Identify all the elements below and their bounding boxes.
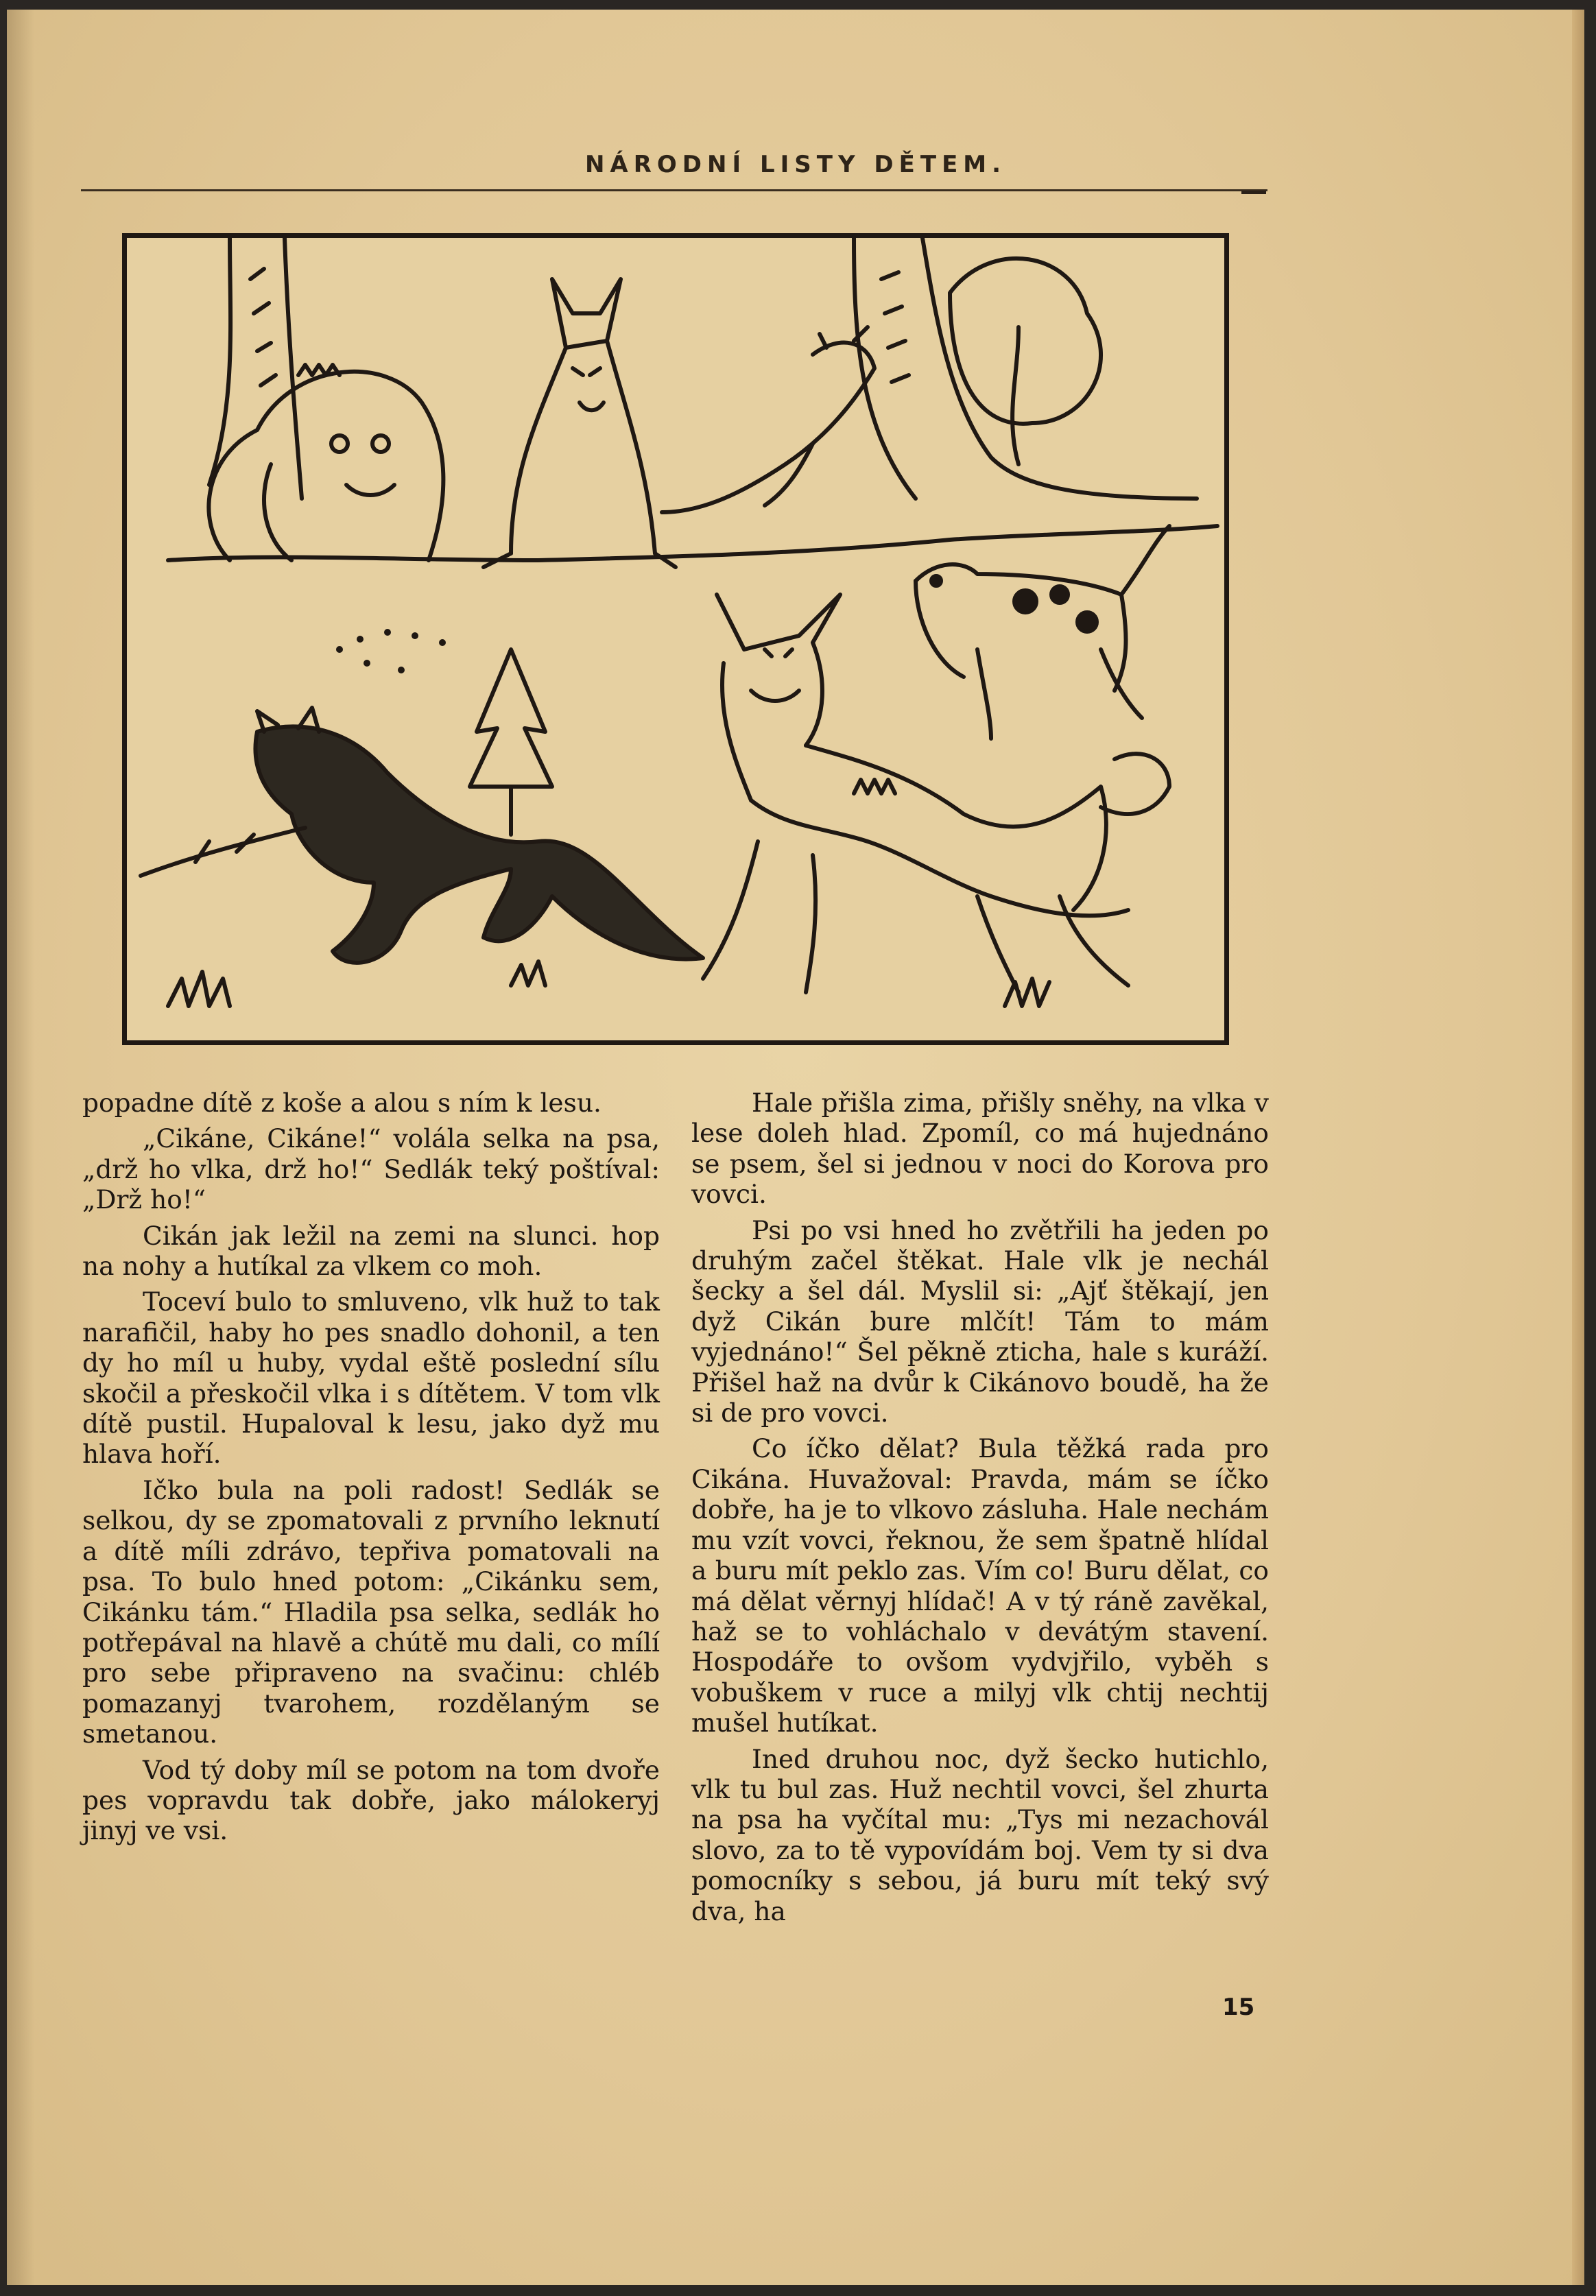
book-page <box>7 10 1584 2285</box>
paragraph: Toceví bulo to smluveno, vlk huž to tak narafičil, haby ho pes snadlo dohonil, a ten dy ho míl u huby, vydal eště poslední sílu skočil a přeskočil vlka i s dítětem. V tom vlk dítě pustil. Hupaloval k lesu, jako dyž mu hlava hoří. <box>82 1287 660 1470</box>
paragraph: Psi po vsi hned ho zvětřili ha jeden po druhým začel štěkat. Hale vlk je nechál šecky a šel dál. Myslil si: „Ajť štěkají, jen dyž Cikán bure mlčít! Tám to mám vyjednáno!“ Šel pěkně zticha, hale s kuráží. Přišel haž na dvůr k Cikánovo boudě, ha že si de pro vovci. <box>691 1215 1269 1428</box>
paragraph: Ičko bula na poli radost! Sedlák se selkou, dy se zpomatovali z prvního leknutí a dítě míli zdrávo, tepřiva pomatovali na psa. To bulo hned potom: „Cikánku sem, Cikánku tám.“ Hladila psa selka, sedlák ho potřepával na hlavě a chútě mu dali, co mílí pro sebe připraveno na svačinu: chléb pomazanyj tvarohem, rozdělaným se smetanou. <box>82 1474 660 1749</box>
paragraph: popadne dítě z koše a alou s ním k lesu. <box>82 1088 602 1118</box>
paragraph: Hale přišla zima, přišly sněhy, na vlka v lese doleh hlad. Zpomíl, co má hujednáno se psem, šel si jednou v noci do Korova pro vovci. <box>691 1088 1269 1210</box>
woodcut-illustration <box>122 233 1229 1045</box>
header-rule <box>81 189 1267 191</box>
running-header: NÁRODNÍ LISTY DĚTEM. <box>584 151 1007 178</box>
woodcut-illustration-icon <box>127 238 1224 1040</box>
paragraph: Ined druhou noc, dyž šecko hutichlo, vlk tu bul zas. Huž nechtil vovci, šel zhurta na psa ha vyčítal mu: „Tys mi nezachovál slovo, za to tě vypovídám boj. Vem ty si dva pomocníky s sebou, já buru mít teký svý dva, ha <box>691 1743 1269 1926</box>
left-text-column <box>82 1088 660 1852</box>
header-mark <box>1241 191 1266 194</box>
paragraph: Co íčko dělat? Bula těžká rada pro Cikána. Huvažoval: Pravda, mám se íčko dobře, ha je to vlkovo zásluha. Hale nechám mu vzít vovci, řeknou, že sem špatně hlídal a buru mít peklo zas. Vím co! Buru dělat, co má dělat věrnyj hlídač! A v tý ráně zavěkal, haž se to vohláchalo v devátým stavení. Hospodáře to ovšom vydvjřilo, vyběh s vobuškem v ruce a milyj vlk chtij nechtij mušel hutíkat. <box>691 1433 1269 1738</box>
page-edge <box>1572 10 1584 2285</box>
paragraph: Vod tý doby míl se potom na tom dvoře pes vopravdu tak dobře, jako málokeryj jinyj ve vsi. <box>82 1754 660 1846</box>
paragraph: Cikán jak ležil na zemi na slunci. hop na nohy a hutíkal za vlkem co moh. <box>82 1220 660 1282</box>
paragraph: „Cikáne, Cikáne!“ volála selka na psa, „drž ho vlka, drž ho!“ Sedlák teký poštíval: „Drž ho!“ <box>82 1123 660 1215</box>
page-fold-shadow <box>7 10 34 2285</box>
right-text-column <box>691 1088 1269 1932</box>
page-number: 15 <box>1222 1994 1255 2021</box>
